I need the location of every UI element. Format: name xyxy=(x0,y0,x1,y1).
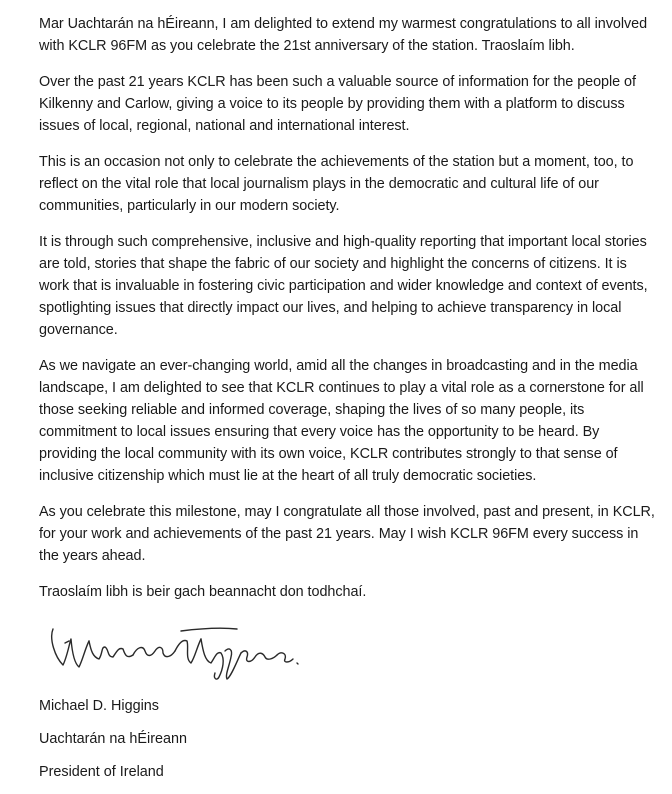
handwritten-signature xyxy=(41,617,301,687)
signatory-name: Michael D. Higgins xyxy=(39,698,159,714)
paragraph-closing: Traoslaím libh is beir gach beannacht don todhchaí. xyxy=(39,584,367,600)
paragraph-kclr-history: Over the past 21 years KCLR has been such a valuable source of information for the people of Kilkenny and Carlow, giving a voice to its people by providing them with a platform to discuss issues of local, regional, national and international interest. xyxy=(39,74,636,134)
letter-body xyxy=(39,13,659,794)
paragraph-local-journalism: This is an occasion not only to celebrate the achievements of the station but a moment, too, to reflect on the vital role that local journalism plays in the democratic and cultural life of our communities, particularly in our modern society. xyxy=(39,154,634,214)
signature-block xyxy=(39,695,659,783)
paragraph-reporting: It is through such comprehensive, inclusive and high-quality reporting that important local stories are told, stories that shape the fabric of our society and highlight the concerns of citizens. It is work that is invaluable in fostering civic participation and wider knowledge and context of events, spotlighting issues that directly impact our lives, and helping to achieve transparency in local governance. xyxy=(39,234,648,338)
paragraph-greeting: Mar Uachtarán na hÉireann, I am delighted to extend my warmest congratulations to all involved with KCLR 96FM as you celebrate the 21st anniversary of the station. Traoslaím libh. xyxy=(39,16,648,54)
signatory-title-english: President of Ireland xyxy=(39,764,164,780)
paragraph-milestone: As you celebrate this milestone, may I congratulate all those involved, past and present, in KCLR, for your work and achievements of the past 21 years. May I wish KCLR 96FM every success in the years ahead. xyxy=(39,504,655,564)
paragraph-changing-world: As we navigate an ever-changing world, amid all the changes in broadcasting and in the media landscape, I am delighted to see that KCLR continues to play a vital role as a cornerstone for all those seeking reliable and informed coverage, shaping the lives of so many people, its commitment to local issues ensuring that every voice has the opportunity to be heard. By providing the local community with its own voice, KCLR contributes strongly to that sense of inclusive citizenship which must lie at the heart of all truly democratic societies. xyxy=(39,358,644,484)
signatory-title-irish: Uachtarán na hÉireann xyxy=(39,731,188,747)
